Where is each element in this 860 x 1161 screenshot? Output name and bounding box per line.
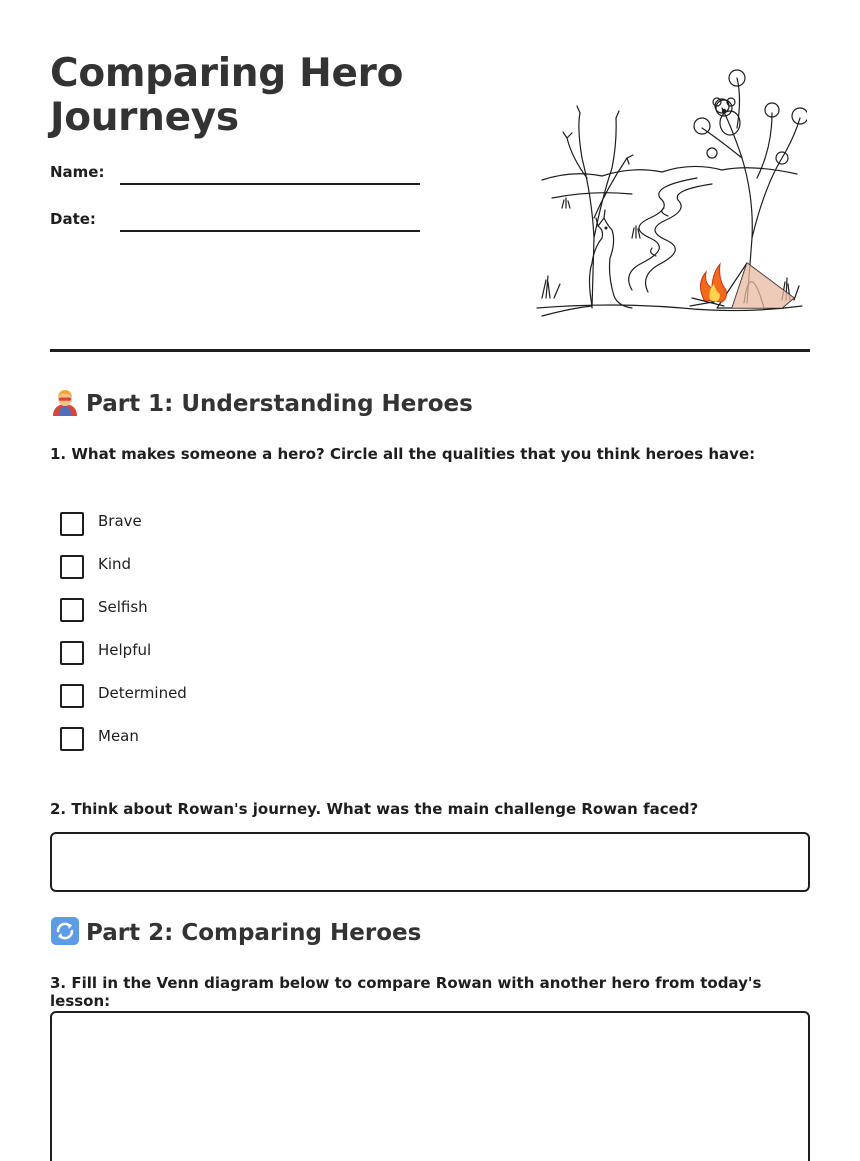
date-write-line[interactable] — [120, 230, 420, 232]
header-divider — [50, 349, 810, 352]
option-label: Selfish — [98, 598, 148, 616]
option-label: Helpful — [98, 641, 152, 659]
option-helpful[interactable] — [60, 638, 360, 681]
part2-title: Part 2: Comparing Heroes — [86, 920, 422, 946]
checkbox[interactable] — [60, 727, 84, 751]
checkbox[interactable] — [60, 684, 84, 708]
option-label: Mean — [98, 727, 139, 745]
worksheet-header — [50, 50, 810, 322]
outback-campsite-illustration — [532, 58, 807, 323]
option-kind[interactable] — [60, 552, 360, 595]
repeat-arrows-emoji-icon — [50, 917, 80, 945]
option-label: Brave — [98, 512, 142, 530]
checkbox[interactable] — [60, 641, 84, 665]
question-3: 3. Fill in the Venn diagram below to compare Rowan with another hero from today's lesson: — [50, 974, 762, 1010]
option-mean[interactable] — [60, 724, 360, 767]
question-2: 2. Think about Rowan's journey. What was the main challenge Rowan faced? — [50, 800, 699, 818]
superhero-emoji-icon — [50, 388, 80, 416]
option-selfish[interactable] — [60, 595, 360, 638]
option-brave[interactable] — [60, 509, 360, 552]
checkbox[interactable] — [60, 512, 84, 536]
date-field[interactable] — [50, 210, 420, 240]
part1-title: Part 1: Understanding Heroes — [86, 391, 473, 417]
checkbox[interactable] — [60, 555, 84, 579]
hero-qualities-list — [60, 509, 360, 767]
part1-heading — [50, 388, 473, 419]
option-determined[interactable] — [60, 681, 360, 724]
page-title: Comparing Hero Journeys — [50, 51, 404, 140]
name-field[interactable] — [50, 163, 420, 193]
option-label: Determined — [98, 684, 187, 702]
challenge-answer-box[interactable] — [50, 832, 810, 892]
name-label: Name: — [50, 163, 105, 181]
date-label: Date: — [50, 210, 96, 228]
name-write-line[interactable] — [120, 183, 420, 185]
part2-heading — [50, 917, 421, 948]
question-1: 1. What makes someone a hero? Circle all the qualities that you think heroes have: — [50, 445, 756, 463]
option-label: Kind — [98, 555, 132, 573]
venn-diagram-area[interactable] — [50, 1011, 810, 1161]
checkbox[interactable] — [60, 598, 84, 622]
